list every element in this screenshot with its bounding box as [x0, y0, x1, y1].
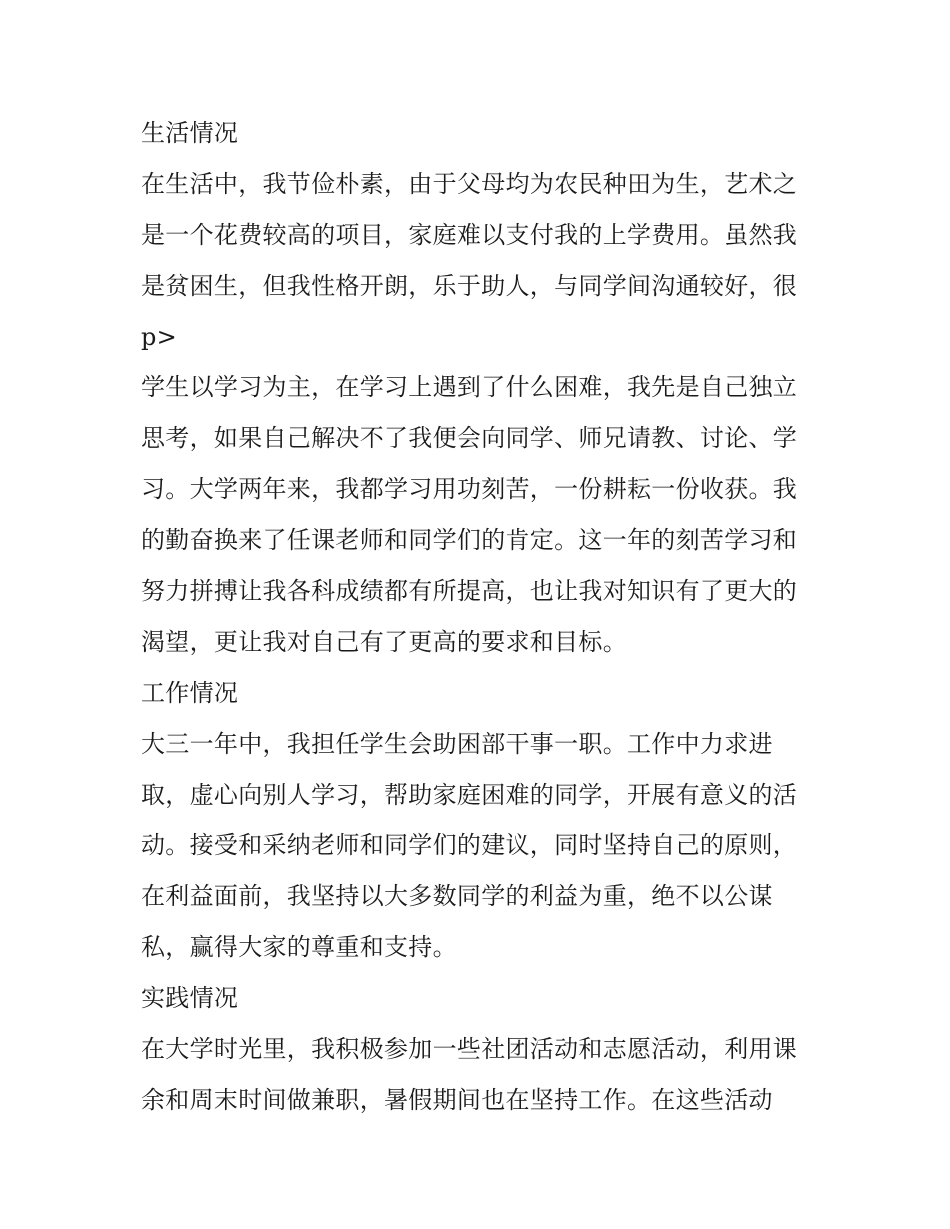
text-line: 的勤奋换来了任课老师和同学们的肯定。这一年的刻苦学习和	[141, 526, 798, 555]
section-practice	[141, 973, 821, 1126]
text-line: 动。接受和采纳老师和同学们的建议，同时坚持自己的原则，	[141, 831, 798, 860]
text-line: 取，虚心向别人学习，帮助家庭困难的同学，开展有意义的活	[141, 780, 798, 809]
text-line: 渴望，更让我对自己有了更高的要求和目标。	[141, 627, 627, 656]
text-line: 习。大学两年来，我都学习用功刻苦，一份耕耘一份收获。我	[141, 475, 798, 504]
text-line: 余和周末时间做兼职，暑假期间也在坚持工作。在这些活动	[141, 1085, 773, 1114]
text-line: 学生以学习为主，在学习上遇到了什么困难，我先是自己独立	[141, 373, 798, 402]
paragraph	[141, 1024, 821, 1126]
section-heading: 实践情况	[141, 984, 239, 1013]
section-work	[141, 668, 821, 973]
text-line: 私，赢得大家的尊重和支持。	[141, 933, 457, 962]
text-line: 思考，如果自己解决不了我便会向同学、师兄请教、讨论、学	[141, 424, 798, 453]
paragraph	[141, 159, 821, 363]
text-line: p>	[141, 322, 178, 351]
text-line: 大三一年中，我担任学生会助困部干事一职。工作中力求进	[141, 729, 773, 758]
section-heading: 工作情况	[141, 678, 239, 707]
document-body	[141, 108, 821, 1126]
text-line: 是一个花费较高的项目，家庭难以支付我的上学费用。虽然我	[141, 220, 798, 249]
text-line: 是贫困生，但我性格开朗，乐于助人，与同学间沟通较好，很	[141, 271, 798, 300]
section-heading: 生活情况	[141, 119, 239, 147]
section-life	[141, 108, 821, 668]
paragraph	[141, 362, 821, 667]
text-line: 在利益面前，我坚持以大多数同学的利益为重，绝不以公谋	[141, 882, 773, 911]
text-line: 努力拼搏让我各科成绩都有所提高，也让我对知识有了更大的	[141, 577, 798, 606]
text-line: 在大学时光里，我积极参加一些社团活动和志愿活动，利用课	[141, 1035, 798, 1064]
text-line: 在生活中，我节俭朴素，由于父母均为农民种田为生，艺术之	[141, 169, 798, 198]
paragraph	[141, 719, 821, 973]
